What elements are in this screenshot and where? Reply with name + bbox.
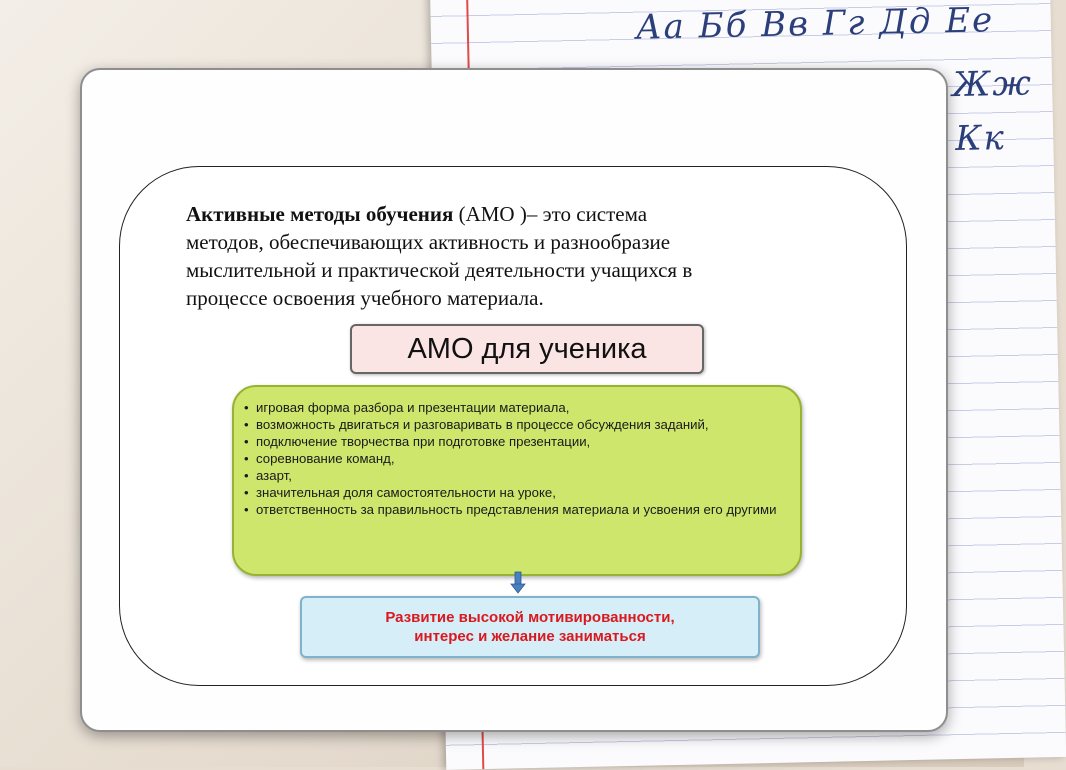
result-box xyxy=(300,596,760,658)
amo-title-label: АМО для ученика xyxy=(407,332,647,365)
down-arrow-icon xyxy=(511,572,525,594)
definition-line-4: процессе освоения учебного материала. xyxy=(186,286,544,310)
result-line-2: интерес и желание заниматься xyxy=(414,628,646,645)
definition-term: Активные методы обучения xyxy=(186,202,454,226)
feature-item: • азарт, xyxy=(240,467,788,484)
definition-paragraph xyxy=(186,200,826,312)
script-alphabet-row-3: Кк xyxy=(954,117,1007,160)
script-alphabet-row-1: Аа Бб Вв Гг Дд Ее xyxy=(635,0,995,48)
definition-line-2: методов, обеспечивающих активность и разнообразие xyxy=(186,230,671,254)
feature-item: • возможность двигаться и разговаривать в процессе обсуждения заданий, xyxy=(240,416,788,433)
definition-line-1: (АМО )– это система xyxy=(453,202,648,226)
script-alphabet-row-2: Жж xyxy=(951,63,1034,106)
feature-item: • значительная доля самостоятельности на уроке, xyxy=(240,484,788,501)
amo-title-box xyxy=(350,324,704,374)
features-box xyxy=(232,385,802,576)
result-line-1: Развитие высокой мотивированности, xyxy=(385,609,675,626)
definition-line-3: мыслительной и практической деятельности учащихся в xyxy=(186,258,693,282)
feature-item: • ответственность за правильность представления материала и усвоения его другими xyxy=(240,501,788,518)
features-list xyxy=(234,387,800,518)
feature-item: • игровая форма разбора и презентации материала, xyxy=(240,399,788,416)
feature-item: • подключение творчества при подготовке презентации, xyxy=(240,433,788,450)
feature-item: • соревнование команд, xyxy=(240,450,788,467)
